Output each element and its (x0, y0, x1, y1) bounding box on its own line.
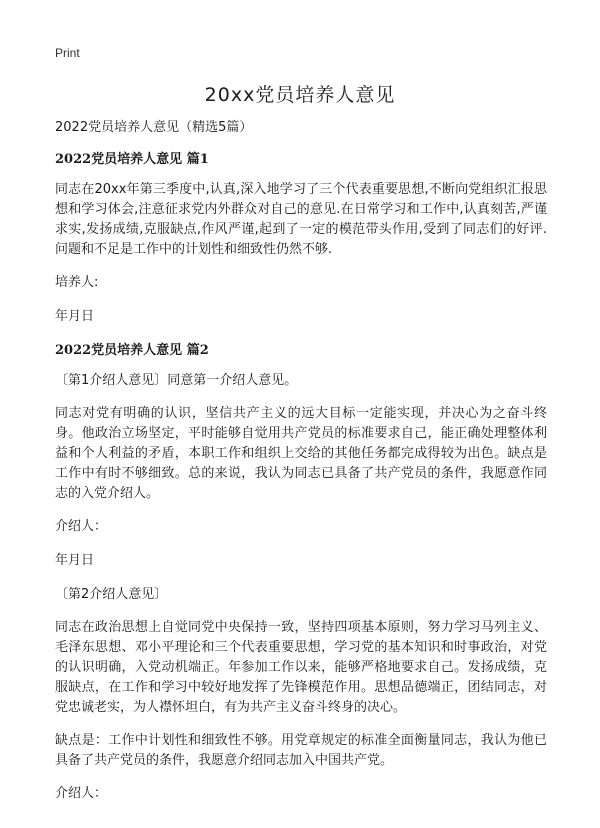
document-content (55, 118, 547, 818)
trainer-label: 培养人: (55, 275, 99, 290)
document-subtitle: 2022党员培养人意见（精选5篇） (55, 120, 253, 135)
section-2-heading: 2022党员培养人意见 篇2 (55, 343, 209, 358)
section-1-body: 同志在20xx年第三季度中,认真,深入地学习了三个代表重要思想,不断向党组织汇报思想和学习体会,注意征求党内外群众对自己的意见.在日常学习和工作中,认真刻苦,严谨求实,发扬成绩,克服缺点,作风严谨,起到了一定的模范带头作用,受到了同志们的好评.问题和不足是工作中的计划性和细致性仍然不够. (55, 182, 547, 257)
section-2-body-1: 同志对党有明确的认识，坚信共产主义的远大目标一定能实现，并决心为之奋斗终身。他政治立场坚定，平时能够自觉用共产党员的标准要求自己，能正确处理整体利益和个人利益的矛盾，本职工作和组织上交给的其他任务都完成得较为出色。缺点是工作中有时不够细致。总的来说，我认为同志已具备了共产党员的条件，我愿意作同志的入党介绍人。 (55, 406, 547, 501)
page-title: 20xx党员培养人意见 (204, 84, 396, 106)
first-introducer-opinion: 〔第1介绍人意见〕同意第一介绍人意见。 (55, 373, 298, 388)
introducer-label-2: 介绍人： (55, 786, 108, 801)
section-2-body-3: 缺点是：工作中计划性和细致性不够。用党章规定的标准全面衡量同志，我认为他已具备了共产党员的条件，我愿意介绍同志加入中国共产党。 (55, 733, 547, 768)
date-label-2: 年月日 (55, 553, 95, 568)
introducer-label: 介绍人： (55, 519, 108, 534)
date-label: 年月日 (55, 309, 95, 324)
section-2-body-2: 同志在政治思想上自觉同党中央保持一致，坚持四项基本原则，努力学习马列主义、毛泽东思想、邓小平理论和三个代表重要思想，学习党的基本知识和时事政治，对党的认识明确，入党动机端正。年参加工作以来，能够严格地要求自己。发扬成绩，克服缺点，在工作和学习中较好地发挥了先锋模范作用。思想品德端正，团结同志，对党忠诚老实，为人襟怀坦白，有为共产主义奋斗终身的决心。 (55, 620, 547, 715)
second-introducer-opinion: 〔第2介绍人意见〕 (55, 587, 168, 602)
print-link[interactable]: Print (55, 46, 80, 60)
section-1-heading: 2022党员培养人意见 篇1 (55, 152, 209, 167)
